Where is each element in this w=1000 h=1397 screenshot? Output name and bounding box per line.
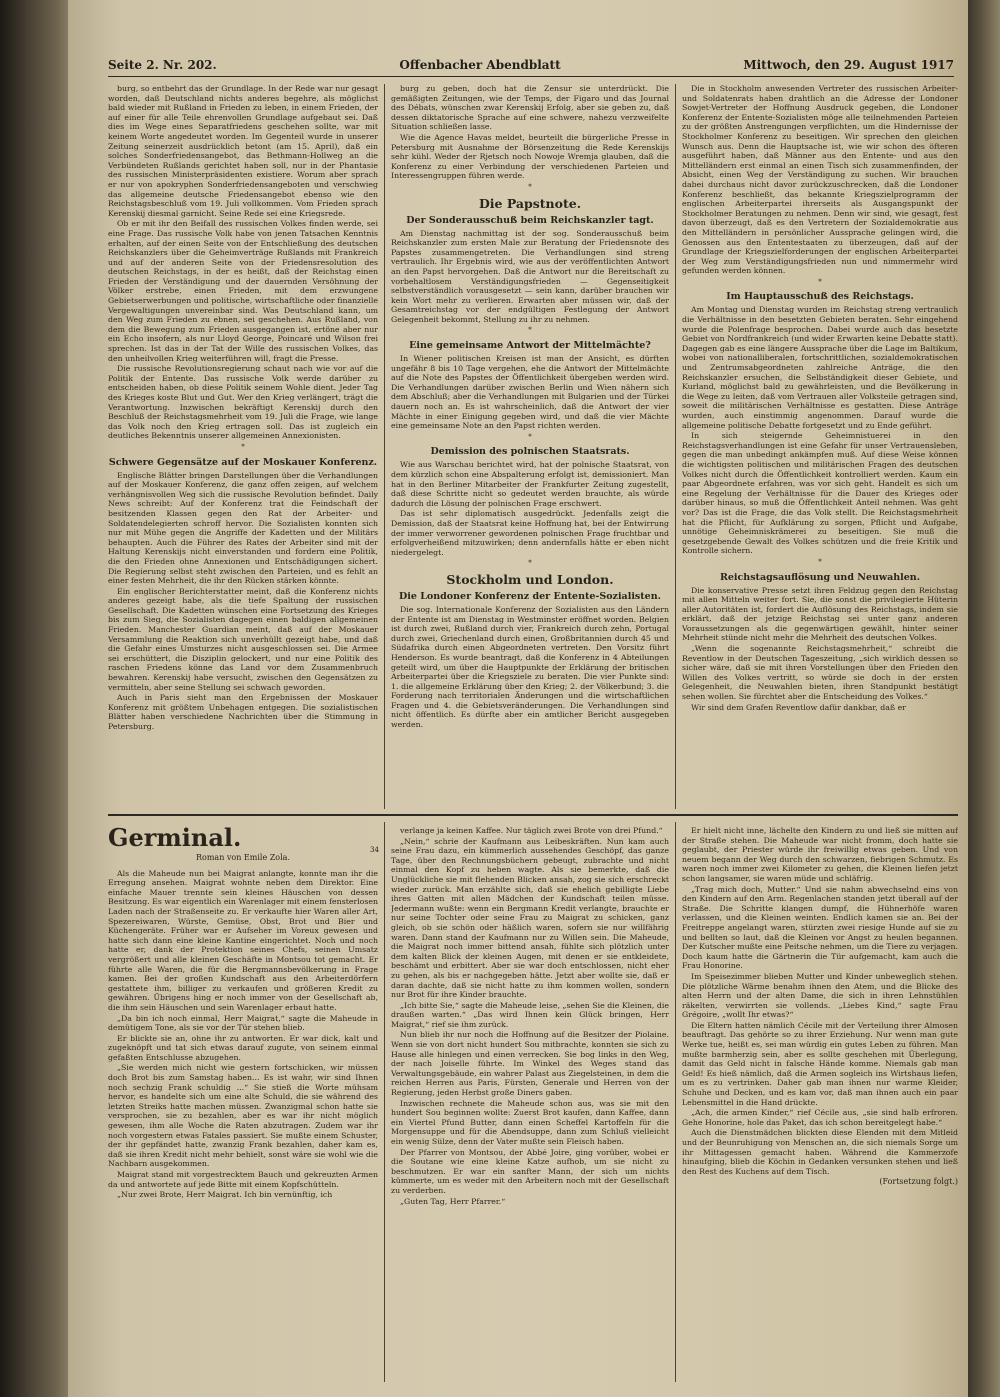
separator-star: * [241,442,245,451]
heading-hauptausschuss: Im Hauptausschuß des Reichstags. [726,291,914,303]
novel-paragraph: Nun blieb ihr nur noch die Hoffnung auf die Besitzer der Piolaine. Wenn sie von dort nicht hundert Sou mitbrachte, konnten sie sich zu Hause alle hinlegen und einen verrecken. Sie bog links in den Weg, der nach Joiselle führte. Im Winkel des Weges stand das Verwaltungsgebäude, ein wahrer Palast aus Ziegelsteinen, in dem die reichen Herren aus Paris, Fürsten, Generale und Herren von der Regierung, jeden Herbst große Diners gaben. [391,1030,669,1098]
article-paragraph: In sich steigernde Geheimnistuerei in den Reichstagsverhandlungen ist eine Gefahr für unser Vertrauensleben, gegen die man unbedingt ankämpfen muß. Auf diese Weise können die wichtigsten politischen und militärischen Fragen des deutschen Volkes nicht durch die Öffentlichkeit kontrolliert werden. Kaum ein paar Abgeordnete erfahren, was vor sich geht. Handelt es sich um eine Regelung der Verhältnisse für die Dauer des Krieges oder darüber hinaus, so muß die Öffentlichkeit Anteil nehmen. Was geht vor? Das ist die Frage, die das Volk stellt. Die Reichstagsmehrheit hat die Pflicht, für Aufklärung zu sorgen, Pflicht und Aufgabe, unnötige Geheimniskrämerei zu beseitigen. Sie muß die gesetzgebende Gewalt des Volkes schützen und die freie Kritik und Kontrolle sichern. [682,431,958,556]
column-divider [675,822,676,1382]
issue-date: Mittwoch, den 29. August 1917 [743,58,954,72]
book-binding [0,0,68,1397]
novel-paragraph: „Guten Tag, Herr Pfarrer.“ [400,1196,506,1206]
installment-number: 34 [370,846,379,854]
feuilleton-title: Germinal. [108,823,242,852]
subheading-londoner-konferenz: Die Londoner Konferenz der Entente-Sozialisten. [399,590,661,602]
page-header [108,58,954,77]
novel-paragraph: „Sie werden mich nicht wie gestern fortschicken, wir müssen doch Brot bis zum Samstag haben... Es ist wahr, wir sind Ihnen noch sechzig Frank schuldig ...“ Sie stieß die Worte mühsam hervor, es handelte sich um eine alte Schuld, die sie während des letzten Streiks hatte machen müssen. Zwanzigmal schon hatte sie versprochen, sie zu bezahlen, aber es war ihr nicht möglich gewesen, ihm alle Woche die Raten abzutragen. Zudem war ihr noch vorgestern etwas Fatales passiert. Sie mußte einem Schuster, der ihr gepfändet hatte, zwanzig Frank bezahlen, daher kam es, daß sie ihren Kredit nicht mehr behielt, sonst wäre sie wohl wie die Nachbarn ausgekommen. [108,1063,378,1169]
column-divider [675,84,676,809]
heading-moskau: Schwere Gegensätze auf der Moskauer Konferenz. [108,456,378,468]
article-paragraph: Wir sind dem Grafen Reventlow dafür dankbar, daß er [691,702,906,712]
novel-paragraph: Im Speisezimmer blieben Mutter und Kinder unbeweglich stehen. Die plötzliche Wärme benahm ihnen den Atem, und die Blicke des alten Herrn und der alten Dame, die sich in ihren Lehnstühlen räkelten, verwirrten sie vollends. „Liebes Kind,“ sagte Frau Grégoire, „wollt Ihr etwas?“ [682,971,958,1020]
article-paragraph: Ob er mit ihr den Beifall des russischen Volkes finden werde, sei eine Frage. Das russische Volk habe von jenen Tatsachen Kenntnis erhalten, auf der einen Seite von der Entschließung des deutschen Reichskanzlers über die Geheimverträge Rußlands mit Frankreich und auf der anderen Seite von der Friedensresolution des deutschen Reichstags, in der es heißt, daß der Reichstag einen Frieden der Verständigung und der dauernden Versöhnung der Völker erstrebe, einen Frieden, mit dem erzwungene Gebietserwerbungen und politische, wirtschaftliche oder finanzielle Vergewaltigungen unvereinbar sind. Was Deutschland kann, um den Weg zum Frieden zu ebnen, sei geschehen. Aus Rußland, von dem die Bewegung zum Frieden ausgegangen ist, ertöne aber nur ein Echo insofern, als nur Lloyd George, Poincaré und Wilson frei sprechen. Ist das in der Tat der Wille des russischen Volkes, das den unheilvollen Krieg weiterführen will, fragt die Presse. [108,219,378,363]
article-paragraph: Wie die Agence Havas meldet, beurteilt die bürgerliche Presse in Petersburg mit Ausnahme der Börsenzeitung die Rede Kerenskijs sehr kühl. Weder der Rjetsch noch Nowoje Wremja glauben, daß die Konferenz zu einer Verbindung der verschiedenen Parteien und Interessengruppen führen werde. [391,132,669,181]
heading-stockholm: Stockholm und London. [446,571,614,587]
novel-paragraph: „Ach, die armen Kinder,“ rief Cécile aus, „sie sind halb erfroren. Gehe Honorine, hole das Paket, das ich schon bereitgelegt habe.“ [682,1108,958,1127]
feuilleton-rule [108,814,958,816]
novel-paragraph: Als die Maheude nun bei Maigrat anlangte, konnte man ihr die Erregung ansehen. Maigrat wohnte neben dem Direktor. Eine einfache Mauer trennte sein kleines Häuschen von dessen Besitzung. Es war eigentlich ein Warenlager mit einem fensterlosen Laden nach der Straßenseite zu. Er verkaufte hier Waren aller Art, Spezereiwaren, Würste, Gemüse, Obst, Brot und Bier und Küchengeräte. Früher war er Aufseher im Voreux gewesen und hatte sich dann eine kleine Kantine eingerichtet. Noch und noch hatte er, dank der Protektion seines Chefs, seinen Umsatz vergrößert und alle kleinen Geschäfte in Montsou tot gemacht. Er führte alle Waren, die für die Bergmannsbevölkerung in Frage kamen. Bei der großen Kundschaft aus den Arbeiterdörfern gestattete ihm, billiger zu verkaufen und größeren Kredit zu gewähren. Übrigens hing er noch immer von der Gesellschaft ab, die ihm sein Häuschen und sein Warenlager erbaut hatte. [108,868,378,1012]
heading-papstnote: Die Papstnote. [478,195,582,211]
heading-demission: Demission des polnischen Staatsrats. [430,446,630,458]
novel-paragraph: „Trag mich doch, Mutter.“ Und sie nahm abwechselnd eins von den Kindern auf den Arm. Regenlachen standen jetzt überall auf der Straße. Die Schritte klangen dumpf, die Hühnerhöfe waren verlassen, und die Kleinen weinten. Endlich kamen sie an. Bei der Freitreppe angelangt waren, stürzten zwei riesige Hunde auf sie zu und bellten so laut, daß die Kleinen vor Angst zu heulen begannen. Der Kutscher mußte eine Peitsche nehmen, um die Tiere zu verjagen. Doch kaum hatte die Gärtnerin die Tür aufgemacht, kam auch die Frau Honorine. [682,884,958,971]
separator-star: * [528,326,532,335]
separator-star: * [528,432,532,441]
article-paragraph: burg zu geben, doch hat die Zensur sie unterdrückt. Die gemäßigten Zeitungen, wie der Temps, der Figaro und das Journal des Débats, wünschen zwar Kerenskij Erfolg, aber sie geben zu, daß dessen diktatorische Sprache auf eine schwere, nahezu verzweifelte Situation schließen lasse. [391,84,669,132]
column-2 [391,84,669,809]
article-paragraph: burg, so entbehrt das der Grundlage. In der Rede war nur gesagt worden, daß Deutschland nichts anderes begehre, als möglichst bald wieder mit Rußland in Frieden zu leben, in einem Frieden, der auf einer für alle Teile ehrenvollen Grundlage aufgebaut sei. Daß dies im Wege eines Separatfriedens geschehen sollte, war mit keinem Worte angedeutet worden. Im Gegenteil wurde in unserer Zeitung seinerzeit ausdrücklich betont (am 15. April), daß ein solches Sonderfriedensangebot, das Bethmann-Hollweg an die Verbündeten Rußlands gerichtet haben soll, nur in der Phantasie des russischen Ministerpräsidenten existiere. Worum aber sprach er nur von apokryphen Sonderfriedensangeboten und verschwieg das allgemeine deutsche Friedensangebot ebenso wie den Reichstagsbeschluß vom 19. Juli vollkommen. Vom Frieden sprach Kerenskij diesmal garnicht. Seine Rede sei eine Kriegsrede. [108,84,378,218]
novel-paragraph: verlange ja keinen Kaffee. Nur täglich zwei Brote von drei Pfund.“ [400,826,663,835]
continuation-note: (Fortsetzung folgt.) [879,1177,958,1187]
heading-antwort: Eine gemeinsame Antwort der Mittelmächte? [409,340,651,352]
germinal-column-2 [391,826,669,1382]
novel-paragraph: Inzwischen rechnete die Maheude schon aus, was sie mit den hundert Sou beginnen wollte: Zuerst Brot kaufen, dann Kaffee, dann ein Viertel Pfund Butter, dann einen Scheffel Kartoffeln für die Morgensuppe und für die Abendsuppe, dann zum Schluß vielleicht ein wenig Sülze, denn der Vater mußte sein Fleisch haben. [391,1098,669,1146]
column-divider [384,84,385,809]
novel-paragraph: Er blickte sie an, ohne ihr zu antworten. Er war dick, kalt und zugeknöpft und tat sich etwas darauf zugute, von seinem einmal gefaßten Entschlusse abzugehen. [108,1033,378,1062]
novel-paragraph: Die Eltern hatten nämlich Cécile mit der Verteilung ihrer Almosen beauftragt. Das gehörte so zu ihrer Erziehung. Nur wenn man gute Werke tue, heißt es, sei man würdig ein gutes Leben zu führen. Man mußte barmherzig sein, aber es sollte geschehen mit Überlegung, damit das Geld nicht in falsche Hände komme. Niemals gab man Geld! Es hieß nämlich, daß die Armen sogleich ins Wirtshaus liefen, um es zu vertrinken. Daher gab man ihnen nur warme Kleider, Schuhe und Decken, und es kam vor, daß man ihnen auch ein paar Lebensmittel in die Hand drückte. [682,1020,958,1107]
novel-paragraph: „Ich bitte Sie,“ sagte die Maheude leise, „sehen Sie die Kleinen, die draußen warten.“ „Das wird Ihnen kein Glück bringen, Herr Maigrat,“ rief sie ihm zurück. [391,1000,669,1029]
page-number: Seite 2. Nr. 202. [108,58,217,72]
separator-star: * [818,277,822,286]
article-paragraph: Wie aus Warschau berichtet wird, hat der polnische Staatsrat, von dem kürzlich schon eine Abspalterung erfolgt ist, demissioniert. Man hat in den Berliner Mitarbeiter der Frankfurter Zeitung zugestellt, daß diese Schritte nicht so gedeutet werden brauchte, als würde dadurch die Lösung der polnischen Frage erschwert. [391,460,669,508]
article-paragraph: Das ist sehr diplomatisch ausgedrückt. Jedenfalls zeigt die Demission, daß der Staatsrat keine Hoffnung hat, bei der Entwirrung der immer verworrener gewordenen polnischen Frage fruchtbar und erfolgverheißend mitzuwirken; denn andernfalls hätte er eben nicht niedergelegt. [391,509,669,557]
newspaper-page [68,0,968,1397]
article-paragraph: Die russische Revolutionsregierung schaut nach wie vor auf die Politik der Entente. Das russische Volk werde darüber zu entscheiden haben, ob diese Politik seinem Wohle dient. Jeder Tag des Krieges koste Blut und Gut. Wer den Krieg verlängert, trägt die Verantwortung. Inzwischen bekräftigt Kerenskij durch den Beschluß der Reichstagsmehrheit vom 19. Juli die Frage, wie lange das Volk noch den Krieg ertragen soll. Das ist zugleich ein deutliches Bekenntnis unserer allgemeinen Annexionisten. [108,364,378,441]
article-paragraph: Am Montag und Dienstag wurden im Reichstag streng vertraulich die Verhältnisse in den besetzten Gebieten beraten. Sehr eingehend wurde die Polenfrage besprochen. Dabei wurde auch das besetzte Gebiet von Nordfrankreich (und wider Erwarten keine Debatte statt). Dagegen gab es eine längere Aussprache über die Lage im Baltikum, wobei von nationalliberalen, fortschrittlichen, sozialdemokratischen und Zentrumsabgeordneten zahlreiche Anträge, die den Reichskanzler ersuchen, die Selbständigkeit dieser Gebiete, und Kurland, möglichst bald zu gewährleisten, und die Bevölkerung in die Wege zu leiten, daß vom Vertrauen aller Volksteile getragen sind, soweit die militärischen Verhältnisse es gestatten. Diese Anträge wurden, auch einstimmig angenommen. Darauf wurde die allgemeine politische Debatte fortgesetzt und zu Ende geführt. [682,305,958,430]
feuilleton-subtitle: Roman von Emile Zola. [196,853,290,862]
article-paragraph: Die sog. Internationale Konferenz der Sozialisten aus den Ländern der Entente ist am Dienstag in Westminster eröffnet worden. Belgien ist durch zwei, Rußland durch vier, Frankreich durch zehn, Portugal durch zwei, Griechenland durch einen, Großbritannien durch 45 und Südafrika durch einen Abgeordneten vertreten. Den Vorsitz führt Henderson. Es wurde beantragt, daß die Konferenz in 4 Abteilungen geteilt wird, um über die Hauptpunkte der Erklärung der britischen Arbeiterpartei über die Kriegsziele zu beraten. Die vier Punkte sind: 1. die allgemeine Erklärung über den Krieg; 2. der Völkerbund; 3. die Forderung nach territorialen Änderungen und die wirtschaftlichen Fragen und 4. die Gebietsveränderungen. Die Verhandlungen sind nicht öffentlich. Es dürfte aber ein amtlicher Bericht ausgegeben werden. [391,604,669,730]
column-1 [108,84,378,809]
novel-paragraph: Auch die Dienstmädchen blickten diese Elenden mit dem Mitleid und der Beunruhigung von Menschen an, die sich niemals Sorge um ihr Mittagessen gemacht haben. Während die Kammerzofe hinaufging, blieb die Köchin in Gedanken versunken stehen und ließ den Rest des Kuchens auf dem Tisch. [682,1128,958,1176]
article-paragraph: Am Dienstag nachmittag ist der sog. Sonderausschuß beim Reichskanzler zum ersten Male zur Beratung der Friedensnote des Papstes zusammengetreten. Die Verhandlungen sind streng vertraulich. Ihr Ergebnis wird, wie aus der veröffentlichten Antwort an den Papst hervorgehen. Daß die Antwort nur die Bereitschaft zu vorbehaltlosem Verständigungsfrieden — Gegenseitigkeit selbstverständlich vorausgesetzt — sein kann, darüber brauchen wir kein Wort mehr zu verlieren. Erwarten aber müssen wir, daß der Gesamtreichstag vor der endgültigen Festlegung der Antwort Gelegenheit bekommt, Stellung zu ihr zu nehmen. [391,228,669,324]
subheading-sonderausschuss: Der Sonderausschuß beim Reichskanzler tagt. [406,214,654,226]
novel-paragraph: „Nur zwei Brote, Herr Maigrat. Ich bin vernünftig, ich [117,1190,333,1200]
article-paragraph: Ein englischer Berichterstatter meint, daß die Konferenz nichts anderes gezeigt habe, als die tiefe Spaltung der russischen Gesellschaft. Die Kadetten wünschen eine Fortsetzung des Krieges bis zum Sieg, die Sozialisten dagegen einen baldigen allgemeinen Frieden. Manchester Guardian meint, daß auf der Moskauer Versammlung die Reaktion sich unverhüllt gezeigt habe, und daß die Gefahr eines Umsturzes nicht ausgeschlossen sei. Die Armee sei erschüttert, die Disziplin gelockert, und nur eine Politik des raschen Friedens könne das Land vor dem Zusammenbruch bewahren. Kerenskij habe versucht, zwischen den Gegensätzen zu vermitteln, aber seine Stellung sei schwach geworden. [108,586,378,692]
article-paragraph: Englische Blätter bringen Darstellungen über die Verhandlungen auf der Moskauer Konferenz, die ganz offen zeigen, auf welchem verhängnisvollen Weg sich die russische Revolution befindet. Daily News schreibt: Auf der Konferenz trat die Feindschaft der besitzenden Klassen gegen den Rat der Arbeiter- und Soldatendelegierten schroff hervor. Die Sozialisten konnten sich nur mit Mühe gegen die Angriffe der Kadetten und der Militärs behaupten. Auch die Führer des Rates der Arbeiter sind mit der Haltung Kerenskijs nicht einverstanden und fordern eine Politik, die den Frieden ohne Annexionen und Entschädigungen sichert. Die Regierung selbst steht zwischen den Parteien, und es fehlt an einer festen Mehrheit, die ihr den Rücken stärken könnte. [108,470,378,586]
column-3 [682,84,958,809]
novel-paragraph: Maigrat stand mit vorgestrecktem Bauch und gekreuzten Armen da und antwortete auf jede Bitte mit einem Kopfschütteln. [108,1170,378,1189]
novel-paragraph: „Da bin ich noch einmal, Herr Maigrat,“ sagte die Maheude in demütigem Tone, als sie vor der Tür stehen blieb. [108,1013,378,1033]
novel-paragraph: „Nein,“ schrie der Kaufmann aus Leibeskräften. Nun kam auch seine Frau dazu, ein kümmerlich aussehendes Geschöpf, das ganze Tage, über den Rechnungsbüchern gebeugt, zubrachte und nicht einmal den Kopf zu heben wagte. Als sie bemerkte, daß die Unglückliche sie mit flehenden Blicken ansah, zog sie sich erschreckt wieder zurück. Man erzählte sich, daß sie ehelich gebilligte Liebe ihres Gatten mit allen Mädchen der Kundschaft teilen müsse. Jedermann wußte: wenn ein Bergmann Kredit verlangte, brauchte er nur seine Tochter oder seine Frau zu Maigrat zu schicken, ganz gleich, ob sie schön oder häßlich waren, sofern sie nur willfährig waren. Dann stand der Kaufmann nur zu Willen sein. Die Maheude, die Maigrat noch immer bittend ansah, fühlte sich plötzlich unter dem kalten Blick der kleinen Augen, mit denen er sie entkleidete, beschämt und erbittert. Aber sie war doch entschlossen, nicht eher zu gehen, als bis er nachgegeben hätte. Jetzt aber wollte sie, daß er daran dachte, daß sie nicht hatte zu ihm kommen wollen, sondern nur Brot für ihre Kinder brauchte. [391,836,669,1000]
article-paragraph: In Wiener politischen Kreisen ist man der Ansicht, es dürften ungefähr 8 bis 10 Tage vergehen, ehe die Antwort der Mittelmächte auf die Note des Papstes der Öffentlichkeit übergeben werden wird. Die Verhandlungen darüber zwischen Berlin und Wien nähern sich dem Abschluß; aber die Verhandlungen mit Bulgarien und der Türkei dauern noch an. Es ist wahrscheinlich, daß die Antwort der vier Mächte in einer Einigung gegeben wird, und daß die vier Mächte eine gemeinsame Note an den Papst richten werden. [391,354,669,431]
novel-paragraph: Er hielt nicht inne, lächelte den Kindern zu und ließ sie mitten auf der Straße stehen. Die Maheude war nicht fromm, doch hatte sie geglaubt, der Priester würde ihr freiwillig etwas geben. Und von neuem begann der Weg durch den schwarzen, fiebrigen Schmutz. Es waren noch immer zwei Kilometer zu gehen, die Kleinen liefen jetzt schon langsamer, sie waren müde und schläfrig. [682,826,958,883]
heading-reichstagsaufloesung: Reichstagsauflösung und Neuwahlen. [719,571,921,583]
next-page-edge [968,0,1000,1397]
separator-star: * [528,559,532,568]
column-divider [384,822,385,1382]
article-paragraph: Die konservative Presse setzt ihren Feldzug gegen den Reichstag mit allen Mitteln weiter fort. Sie, die sonst die privilegierte Hüterin aller Autoritäten ist, fordert die Auflösung des Reichstags, indem sie erklärt, daß der jetzige Reichstag sei unter ganz anderen Voraussetzungen als die gegenwärtigen gewählt, hinter seiner Mehrheit stünde nicht mehr die Mehrheit des deutschen Volkes. [682,585,958,643]
separator-star: * [528,182,532,191]
germinal-column-1 [108,822,378,1382]
article-paragraph: Auch in Paris sieht man den Ergebnissen der Moskauer Konferenz mit größtem Unbehagen entgegen. Die sozialistischen Blätter haben verschiedene Nachrichten über die Stimmung in Petersburg. [108,693,378,731]
newspaper-title: Offenbacher Abendblatt [399,58,561,72]
novel-paragraph: Der Pfarrer von Montsou, der Abbé Joire, ging vorüber, wobei er die Soutane wie eine kleine Katze aufhob, um sie nicht zu beschmutzen. Er war ein sanfter Mann, der sich um nichts kümmerte, um es weder mit den Arbeitern noch mit der Gesellschaft zu verderben. [391,1147,669,1195]
separator-star: * [818,557,822,566]
article-paragraph: „Wenn die sogenannte Reichstagsmehrheit,“ schreibt die Reventlow in der Deutschen Tageszeitung, „sich wirklich dessen so sicher wäre, daß sie mit ihren Vorstellungen über den Frieden den Willen des Volkes vertritt, so würde sie doch in der ersten Gelegenheit, die Neuwahlen bieten, ihren Standpunkt bestätigt sehen wollen. Sie fürchtet aber die Entscheidung des Volkes.“ [682,644,958,702]
article-paragraph: Die in Stockholm anwesenden Vertreter des russischen Arbeiter- und Soldatenrats haben drahtlich an die Adresse der Londoner Sowjet-Vertreter der Hoffnung Ausdruck gegeben, die Londoner Konferenz der Entente-Sozialisten möge alle teilnehmenden Parteien zu der größten Anstrengungen verpflichten, um die Hindernisse der Stockholmer Konferenz zu beseitigen. Wir sprechen den gleichen Wunsch aus. Denn die Hauptsache ist, wie wir schon des öfteren ausgeführt haben, daß Männer aus den Entente- und aus den Mittelländern erst einmal an einen Tisch sich zusammenfinden, der Absicht, einen Weg der Verständigung zu suchen. Wir brauchen dabei durchaus nicht davor zurückzuschrecken, daß die Londoner Konferenz beschließt, das bekannte Kriegszielprogramm der englischen Arbeiterpartei ihrerseits als Ausgangspunkt der Stockholmer Beratungen zu nehmen. Denn wir sind, wie gesagt, fest davon überzeugt, daß es den Vertretern der Sozialdemokratie aus den Mittelländern in persönlicher Aussprache gelingen wird, die Genossen aus den Ententestaaten zu überzeugen, daß auf der Grundlage der Kriegszielforderungen der englischen Arbeiterpartei der Weg zum Verständigungsfrieden nun und nimmermehr wird gefunden werden können. [682,84,958,276]
germinal-column-3 [682,826,958,1382]
